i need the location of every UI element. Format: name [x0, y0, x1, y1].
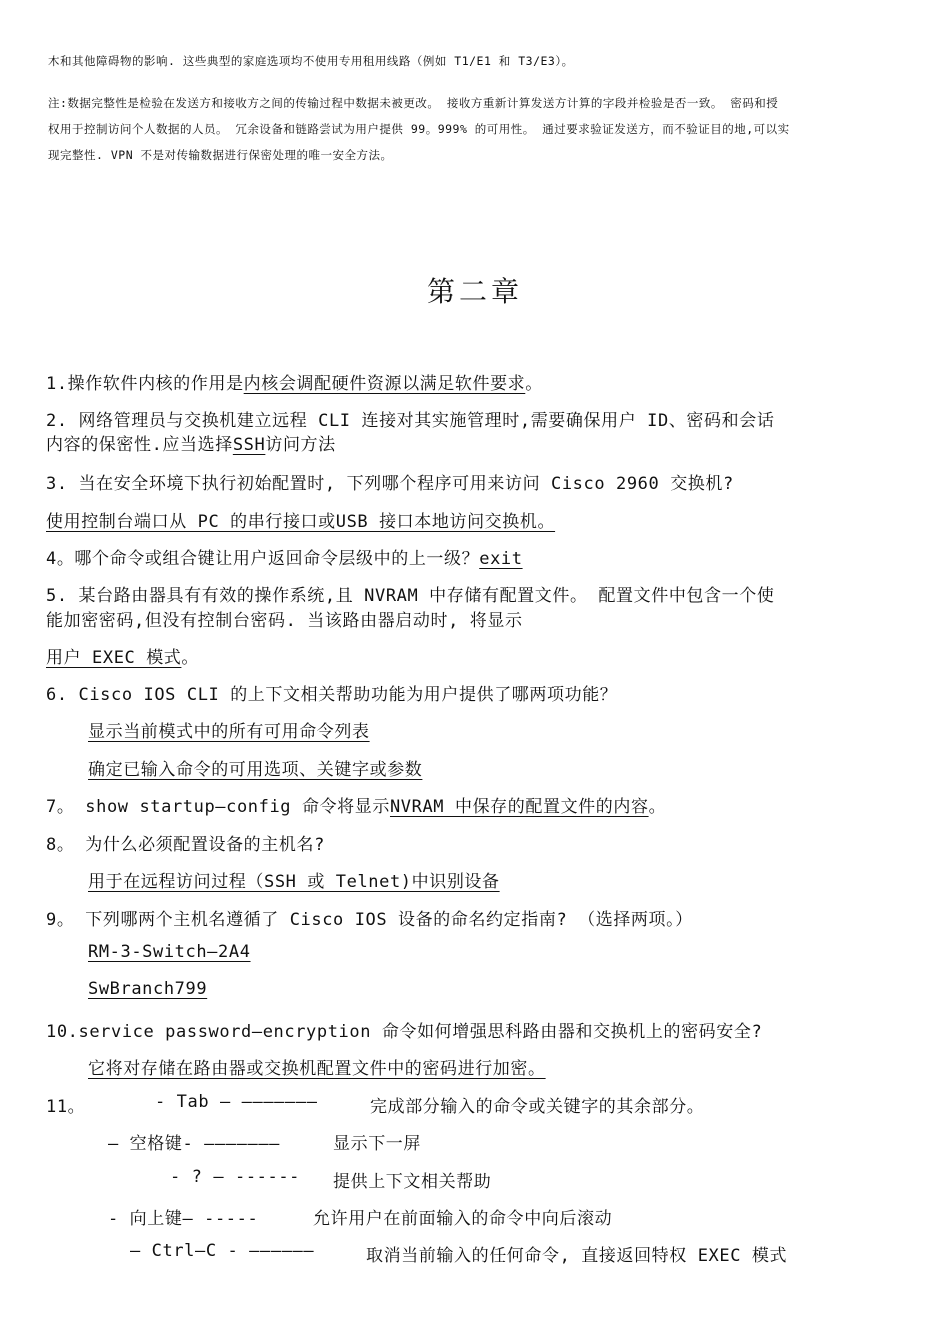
question-text: 4。哪个命令或组合键让用户返回命令层级中的上一级？	[46, 549, 480, 569]
key-tab-desc: 完成部分输入的命令或关键字的其余部分。	[370, 1097, 705, 1117]
intro-line: 木和其他障碍物的影响. 这些典型的家庭选项均不使用专用租用线路（例如 T1/E1 和 T3/E3）。	[48, 54, 574, 68]
key-question: - ? — ------	[170, 1167, 301, 1187]
question-7	[46, 792, 666, 817]
punctuation: 。	[525, 374, 543, 394]
key-space: — 空格键- ———————	[108, 1134, 280, 1154]
question-2-line-2	[46, 430, 336, 455]
key-up: - 向上键— -----	[108, 1209, 259, 1229]
punctuation: 。	[648, 797, 667, 817]
question-text: 7。 show startup—config 命令将显示	[46, 797, 390, 817]
note-line-3: 现完整性. VPN 不是对传输数据进行保密处理的唯一安全方法。	[48, 148, 393, 162]
question-4	[46, 544, 523, 569]
answer-9-1: RM-3-Switch—2A4	[88, 942, 251, 962]
answer-10: 它将对存储在路由器或交换机配置文件中的密码进行加密。	[88, 1059, 546, 1079]
answer-6-2: 确定已输入命令的可用选项、关键字或参数	[88, 760, 423, 780]
answer-text: 用户 EXEC 模式	[46, 648, 182, 668]
punctuation: 。	[181, 648, 200, 668]
question-10: 10.service password—encryption 命令如何增强思科路由器和交换机上的密码安全?	[46, 1022, 763, 1042]
key-tab: - Tab — ———————	[155, 1092, 318, 1112]
answer-8: 用于在远程访问过程（SSH 或 Telnet)中识别设备	[88, 872, 500, 892]
question-text: 访问方法	[265, 435, 336, 455]
answer-text: exit	[479, 549, 523, 569]
question-8: 8。 为什么必须配置设备的主机名?	[46, 835, 325, 855]
question-2-line-1: 2. 网络管理员与交换机建立远程 CLI 连接对其实施管理时,需要确保用户 ID、密码和会话	[46, 411, 775, 431]
note-line-1: 注:数据完整性是检验在发送方和接收方之间的传输过程中数据未被更改。 接收方重新计算发送方计算的字段并检验是否一致。 密码和授	[48, 96, 779, 110]
key-ctrl-c: — Ctrl—C - ——————	[130, 1241, 315, 1261]
question-9: 9。 下列哪两个主机名遵循了 Cisco IOS 设备的命名约定指南? （选择两项。）	[46, 910, 693, 930]
chapter-title: 第二章	[426, 275, 523, 308]
question-text: 1.操作软件内核的作用是	[46, 374, 244, 394]
question-3: 3. 当在安全环境下执行初始配置时, 下列哪个程序可用来访问 Cisco 2960 交换机?	[46, 474, 734, 494]
answer-text: 内核会调配硬件资源以满足软件要求	[243, 374, 526, 394]
key-question-desc: 提供上下文相关帮助	[333, 1172, 492, 1192]
key-ctrl-c-desc: 取消当前输入的任何命令, 直接返回特权 EXEC 模式	[366, 1246, 788, 1266]
answer-3: 使用控制台端口从 PC 的串行接口或USB 接口本地访问交换机。	[46, 512, 556, 532]
answer-5	[46, 643, 199, 668]
note-line-2: 权用于控制访问个人数据的人员。 冗余设备和链路尝试为用户提供 99。999% 的可用性。 通过要求验证发送方，而不验证目的地,可以实	[48, 122, 790, 136]
question-11-number: 11。	[46, 1097, 86, 1117]
question-5-line-1: 5. 某台路由器具有有效的操作系统,且 NVRAM 中存储有配置文件。 配置文件中包含一个使	[46, 586, 775, 606]
answer-text: SSH	[232, 435, 266, 455]
question-text: 内容的保密性.应当选择	[46, 435, 233, 455]
key-up-desc: 允许用户在前面输入的命令中向后滚动	[313, 1209, 613, 1229]
question-1	[46, 369, 543, 394]
answer-9-2: SwBranch799	[88, 979, 208, 999]
question-6: 6. Cisco IOS CLI 的上下文相关帮助功能为用户提供了哪两项功能？	[46, 685, 618, 705]
answer-6-1: 显示当前模式中的所有可用命令列表	[88, 722, 370, 742]
answer-text: NVRAM 中保存的配置文件的内容	[389, 797, 649, 817]
question-5-line-2: 能加密密码,但没有控制台密码. 当该路由器启动时, 将显示	[46, 611, 523, 631]
key-space-desc: 显示下一屏	[333, 1134, 421, 1154]
